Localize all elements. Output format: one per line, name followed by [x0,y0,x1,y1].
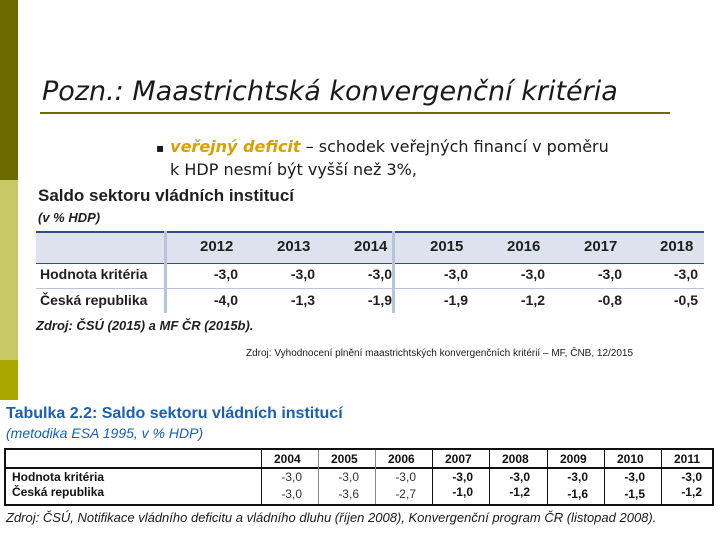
table1-cell: -3,0 [520,266,545,282]
table1-cell: -3,0 [367,266,392,282]
table2-column-divider [604,450,605,504]
slide-title: Pozn.: Maastrichtská konvergenční kritéria [42,76,618,107]
table1-cell: -1,9 [367,292,392,308]
bullet-text-line2: k HDP nesmí být vyšší než 3%, [170,160,417,179]
table2-cell: -3,0 [624,470,645,484]
table1-row-divider [36,288,704,289]
table2-year: 2005 [331,452,358,466]
table2-source: Zdroj: ČSÚ, Notifikace vládního deficitu a vládního dluhu (říjen 2008), Konvergenční program ČR (listopad 2008). [6,510,657,525]
table2-cell: -3,6 [338,487,359,501]
table2-column-divider [661,450,662,504]
table2-column-divider [318,450,319,504]
table2-column-divider [375,450,376,504]
table1-row-label: Hodnota kritéria [40,266,148,282]
table1-year: 2018 [660,238,694,255]
table2-cell: -3,0 [681,470,702,484]
table1-cell: -4,0 [213,292,238,308]
accent-bar-top [0,0,18,180]
table2-row-label: Česká republika [12,485,105,499]
table1-year: 2013 [277,238,311,255]
table2-cell: -1,5 [624,487,645,501]
table2-year: 2004 [274,452,301,466]
table1-cell: -1,3 [290,292,315,308]
bullet-text-line1: – schodek veřejných financí v poměru [300,137,609,156]
table2-header-row [6,450,712,469]
table1-cell: -1,2 [520,292,545,308]
table2-cell: -3,0 [281,470,302,484]
table1-title: Saldo sektoru vládních institucí [38,186,294,205]
title-underline [40,112,670,114]
table1-cell: -3,0 [443,266,468,282]
table2-cell: -2,7 [395,487,416,501]
table1-cell: -3,0 [673,266,698,282]
table2-row-label: Hodnota kritéria [12,470,105,484]
table2-year: 2011 [674,452,701,466]
table2-column-divider [432,450,433,504]
table2-cell: -3,0 [281,487,302,501]
table2-cell: -1,2 [681,485,702,499]
table2-year: 2006 [388,452,415,466]
table2-cell: -1,0 [452,485,473,499]
table1-year: 2014 [354,238,388,255]
table1-cell: -3,0 [213,266,238,282]
table2-cell: -3,0 [395,470,416,484]
table2-title: Tabulka 2.2: Saldo sektoru vládních institucí [6,405,343,422]
table2-subtitle: (metodika ESA 1995, v % HDP) [6,425,204,441]
table2-column-divider [489,450,490,504]
table1-source: Zdroj: ČSÚ (2015) a MF ČR (2015b). [36,318,254,333]
table2-year: 2007 [445,452,472,466]
accent-bar-middle [0,180,18,360]
table2-year: 2009 [560,452,587,466]
bullet-square-icon: ▪ [156,141,165,155]
table1-year: 2017 [584,238,618,255]
table1-cell: -0,8 [597,292,622,308]
table1-year: 2015 [430,238,464,255]
table1-subtitle: (v % HDP) [38,210,101,225]
table2-column-divider [261,450,262,504]
table2-cell: -3,0 [509,470,530,484]
table1-cell: -1,9 [443,292,468,308]
table1-row-label: Česká republika [40,292,148,308]
table1-cell: -3,0 [597,266,622,282]
table2-year: 2008 [502,452,529,466]
table2-cell: -1,6 [567,487,588,501]
table2 [4,448,714,506]
table1-cell: -0,5 [673,292,698,308]
table2-column-divider [547,450,548,504]
source-note: Zdroj: Vyhodnocení plnění maastrichtských konvergenčních kritérií – MF, ČNB, 12/2015 [246,348,634,359]
table1-year: 2012 [200,238,234,255]
bullet-point [156,136,696,180]
table1-year: 2016 [507,238,541,255]
table2-cell: -3,0 [567,470,588,484]
table1 [36,231,704,313]
bullet-highlight: veřejný deficit [170,137,301,156]
table1-column-divider [392,231,395,313]
accent-bar-bottom [0,360,18,400]
table2-cell: -3,0 [452,470,473,484]
table2-cell: -3,0 [338,470,359,484]
table2-cell: -1,2 [509,485,530,499]
table1-column-divider [164,231,167,313]
table2-year: 2010 [617,452,644,466]
table1-cell: -3,0 [290,266,315,282]
